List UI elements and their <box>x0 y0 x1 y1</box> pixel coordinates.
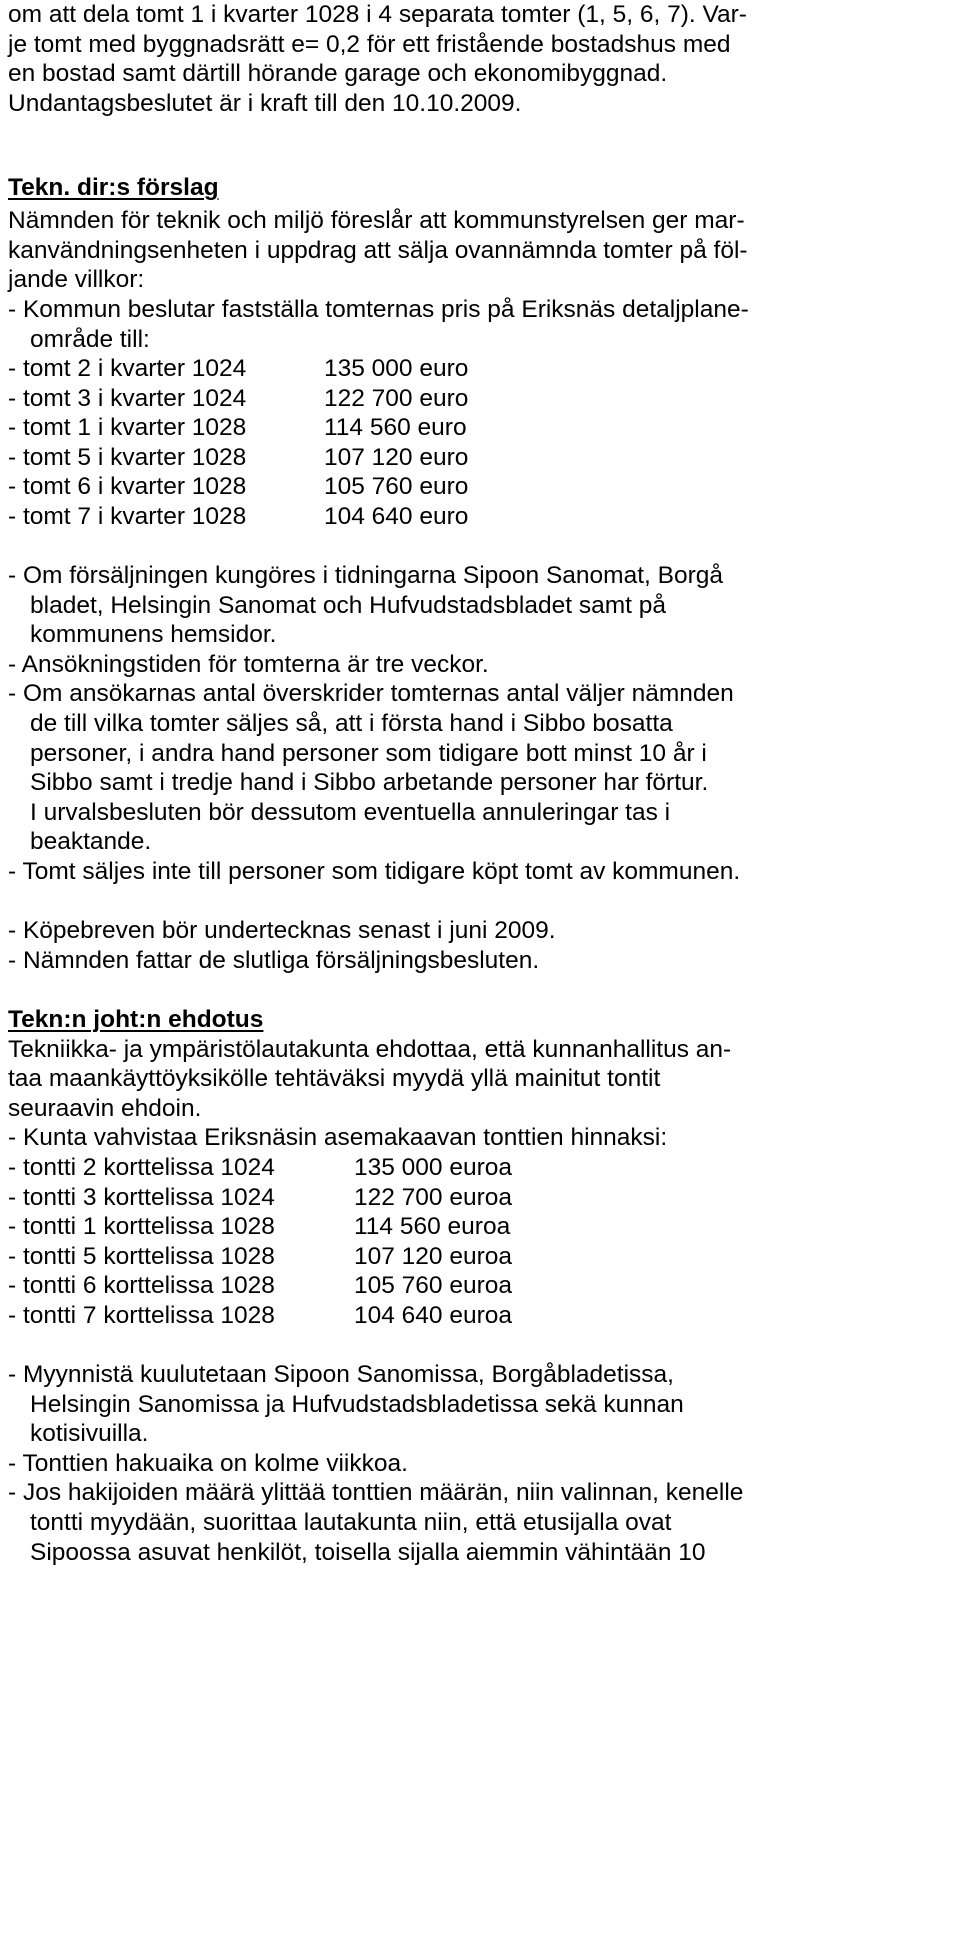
text-line: Helsingin Sanomissa ja Hufvudstadsbladetissa sekä kunnan <box>30 1391 684 1418</box>
text-line: Nämnden för teknik och miljö föreslår att kommunstyrelsen ger mar- <box>8 207 745 234</box>
text-line: om att dela tomt 1 i kvarter 1028 i 4 separata tomter (1, 5, 6, 7). Var- <box>8 1 747 28</box>
plot-label: - tomt 2 i kvarter 1024 <box>8 355 247 382</box>
text-line: Tekniikka- ja ympäristölautakunta ehdottaa, että kunnanhallitus an- <box>8 1036 732 1063</box>
plot-label: - tontti 3 korttelissa 1024 <box>8 1184 275 1211</box>
plot-price: 107 120 euroa <box>354 1243 513 1270</box>
text-line: - Jos hakijoiden määrä ylittää tonttien määrän, niin valinnan, kenelle <box>8 1479 744 1506</box>
plot-label: - tontti 5 korttelissa 1028 <box>8 1243 275 1270</box>
text-line: seuraavin ehdoin. <box>8 1095 202 1122</box>
text-line: jande villkor: <box>8 266 145 293</box>
text-line: - Tonttien hakuaika on kolme viikkoa. <box>8 1450 408 1477</box>
text-line: Sibbo samt i tredje hand i Sibbo arbetande personer har förtur. <box>30 769 709 796</box>
plot-price: 122 700 euro <box>324 385 469 412</box>
text-line: - Nämnden fattar de slutliga försäljningsbesluten. <box>8 947 540 974</box>
text-line: - Tomt säljes inte till personer som tidigare köpt tomt av kommunen. <box>8 858 741 885</box>
plot-price: 114 560 euroa <box>354 1213 511 1240</box>
text-line: - Ansökningstiden för tomterna är tre veckor. <box>8 651 489 678</box>
text-line: Undantagsbeslutet är i kraft till den 10.10.2009. <box>8 90 522 117</box>
plot-label: - tontti 1 korttelissa 1028 <box>8 1213 275 1240</box>
plot-label: - tomt 7 i kvarter 1028 <box>8 503 247 530</box>
text-line: Sipoossa asuvat henkilöt, toisella sijalla aiemmin vähintään 10 <box>30 1539 706 1566</box>
text-line: - Köpebreven bör undertecknas senast i juni 2009. <box>8 917 556 944</box>
text-line: personer, i andra hand personer som tidigare bott minst 10 år i <box>30 740 707 767</box>
plot-price: 135 000 euro <box>324 355 469 382</box>
text-line: kotisivuilla. <box>30 1420 149 1447</box>
plot-price: 122 700 euroa <box>354 1184 513 1211</box>
text-line: område till: <box>30 326 150 353</box>
plot-price: 107 120 euro <box>324 444 469 471</box>
plot-price: 104 640 euro <box>324 503 469 530</box>
text-line: je tomt med byggnadsrätt e= 0,2 för ett fristående bostadshus med <box>8 31 731 58</box>
plot-label: - tomt 5 i kvarter 1028 <box>8 444 247 471</box>
plot-label: - tontti 2 korttelissa 1024 <box>8 1154 275 1181</box>
plot-label: - tontti 7 korttelissa 1028 <box>8 1302 275 1329</box>
plot-label: - tomt 1 i kvarter 1028 <box>8 414 247 441</box>
plot-price: 104 640 euroa <box>354 1302 513 1329</box>
text-line: - Om ansökarnas antal överskrider tomternas antal väljer nämnden <box>8 680 734 707</box>
text-line: kanvändningsenheten i uppdrag att sälja ovannämnda tomter på föl- <box>8 237 748 264</box>
text-line: - Myynnistä kuulutetaan Sipoon Sanomissa, Borgåbladetissa, <box>8 1361 674 1388</box>
text-line: taa maankäyttöyksikölle tehtäväksi myydä yllä mainitut tontit <box>8 1065 661 1092</box>
plot-price: 114 560 euro <box>324 414 467 441</box>
text-line: kommunens hemsidor. <box>30 621 277 648</box>
plot-price: 105 760 euro <box>324 473 469 500</box>
text-line: I urvalsbesluten bör dessutom eventuella annuleringar tas i <box>30 799 671 826</box>
plot-price: 105 760 euroa <box>354 1272 513 1299</box>
section-heading-fi: Tekn:n joht:n ehdotus <box>8 1006 264 1033</box>
text-line: tontti myydään, suorittaa lautakunta niin, että etusijalla ovat <box>30 1509 672 1536</box>
plot-label: - tomt 3 i kvarter 1024 <box>8 385 247 412</box>
text-line: bladet, Helsingin Sanomat och Hufvudstadsbladet samt på <box>30 592 667 619</box>
text-line: - Kommun beslutar fastställa tomternas pris på Eriksnäs detaljplane- <box>8 296 749 323</box>
text-line: en bostad samt därtill hörande garage och ekonomibyggnad. <box>8 60 668 87</box>
text-line: de till vilka tomter säljes så, att i första hand i Sibbo bosatta <box>30 710 673 737</box>
text-line: - Kunta vahvistaa Eriksnäsin asemakaavan tonttien hinnaksi: <box>8 1124 668 1151</box>
section-heading-sv: Tekn. dir:s förslag <box>8 174 219 201</box>
plot-price: 135 000 euroa <box>354 1154 513 1181</box>
text-line: - Om försäljningen kungöres i tidningarna Sipoon Sanomat, Borgå <box>8 562 723 589</box>
plot-label: - tontti 6 korttelissa 1028 <box>8 1272 275 1299</box>
plot-label: - tomt 6 i kvarter 1028 <box>8 473 247 500</box>
text-line: beaktande. <box>30 828 152 855</box>
